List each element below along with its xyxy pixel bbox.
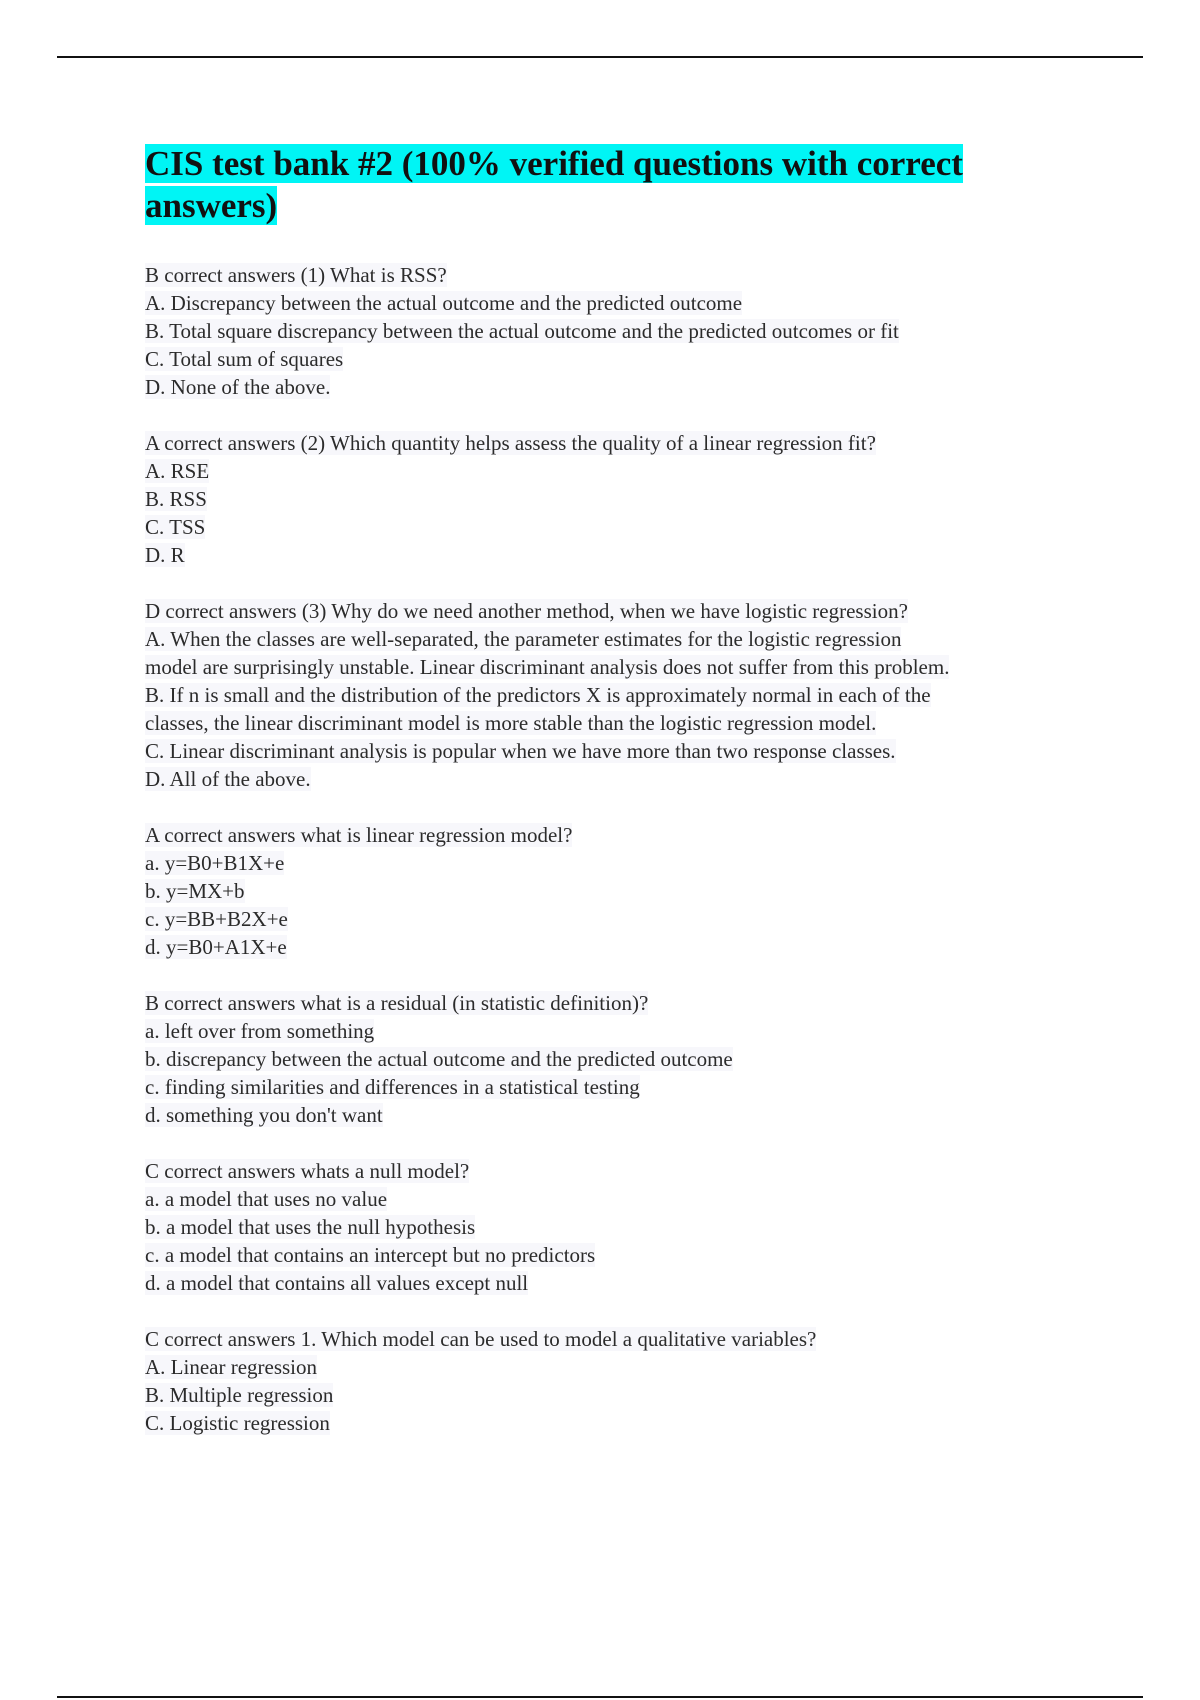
question-text: C correct answers 1. Which model can be used to model a qualitative variables? (145, 1327, 817, 1351)
question-block (145, 989, 1105, 1129)
bottom-rule (57, 1696, 1143, 1698)
answer-option: A. Discrepancy between the actual outcome and the predicted outcome (145, 291, 743, 315)
question-text: A correct answers (2) Which quantity helps assess the quality of a linear regression fit? (145, 431, 876, 455)
answer-option: D. None of the above. (145, 375, 331, 399)
question-block (145, 429, 1105, 569)
answer-option: c. y=BB+B2X+e (145, 907, 288, 931)
answer-option: C. TSS (145, 515, 206, 539)
answer-option: d. something you don't want (145, 1103, 383, 1127)
answer-option: D. R (145, 543, 185, 567)
answer-option: classes, the linear discriminant model is more stable than the logistic regression model. (145, 711, 877, 735)
answer-option: model are surprisingly unstable. Linear discriminant analysis does not suffer from this problem. (145, 655, 950, 679)
question-block (145, 821, 1105, 961)
question-list (145, 261, 1105, 1437)
top-rule (57, 56, 1143, 58)
question-text: C correct answers whats a null model? (145, 1159, 470, 1183)
document-title: CIS test bank #2 (100% verified questions with correct answers) (145, 144, 963, 225)
answer-option: B. Multiple regression (145, 1383, 334, 1407)
answer-option: d. y=B0+A1X+e (145, 935, 287, 959)
answer-option: D. All of the above. (145, 767, 311, 791)
answer-option: a. y=B0+B1X+e (145, 851, 285, 875)
answer-option: a. left over from something (145, 1019, 375, 1043)
answer-option: a. a model that uses no value (145, 1187, 388, 1211)
answer-option: A. Linear regression (145, 1355, 318, 1379)
answer-option: C. Linear discriminant analysis is popular when we have more than two response classes. (145, 739, 896, 763)
answer-option: b. y=MX+b (145, 879, 245, 903)
answer-option: c. a model that contains an intercept but no predictors (145, 1243, 596, 1267)
answer-option: B. Total square discrepancy between the actual outcome and the predicted outcomes or fit (145, 319, 899, 343)
question-block (145, 1325, 1105, 1437)
answer-option: B. If n is small and the distribution of the predictors X is approximately normal in each of the (145, 683, 931, 707)
answer-option: b. a model that uses the null hypothesis (145, 1215, 476, 1239)
answer-option: b. discrepancy between the actual outcome and the predicted outcome (145, 1047, 733, 1071)
answer-option: d. a model that contains all values except null (145, 1271, 529, 1295)
answer-option: C. Logistic regression (145, 1411, 330, 1435)
answer-option: A. RSE (145, 459, 210, 483)
question-text: A correct answers what is linear regression model? (145, 823, 573, 847)
question-text: D correct answers (3) Why do we need another method, when we have logistic regression? (145, 599, 908, 623)
question-block (145, 1157, 1105, 1297)
answer-option: C. Total sum of squares (145, 347, 344, 371)
question-text: B correct answers what is a residual (in statistic definition)? (145, 991, 649, 1015)
question-text: B correct answers (1) What is RSS? (145, 263, 447, 287)
document-body (145, 143, 1105, 1465)
question-block (145, 261, 1105, 401)
answer-option: c. finding similarities and differences in a statistical testing (145, 1075, 640, 1099)
question-block (145, 597, 1105, 793)
answer-option: A. When the classes are well-separated, the parameter estimates for the logistic regression (145, 627, 902, 651)
answer-option: B. RSS (145, 487, 207, 511)
